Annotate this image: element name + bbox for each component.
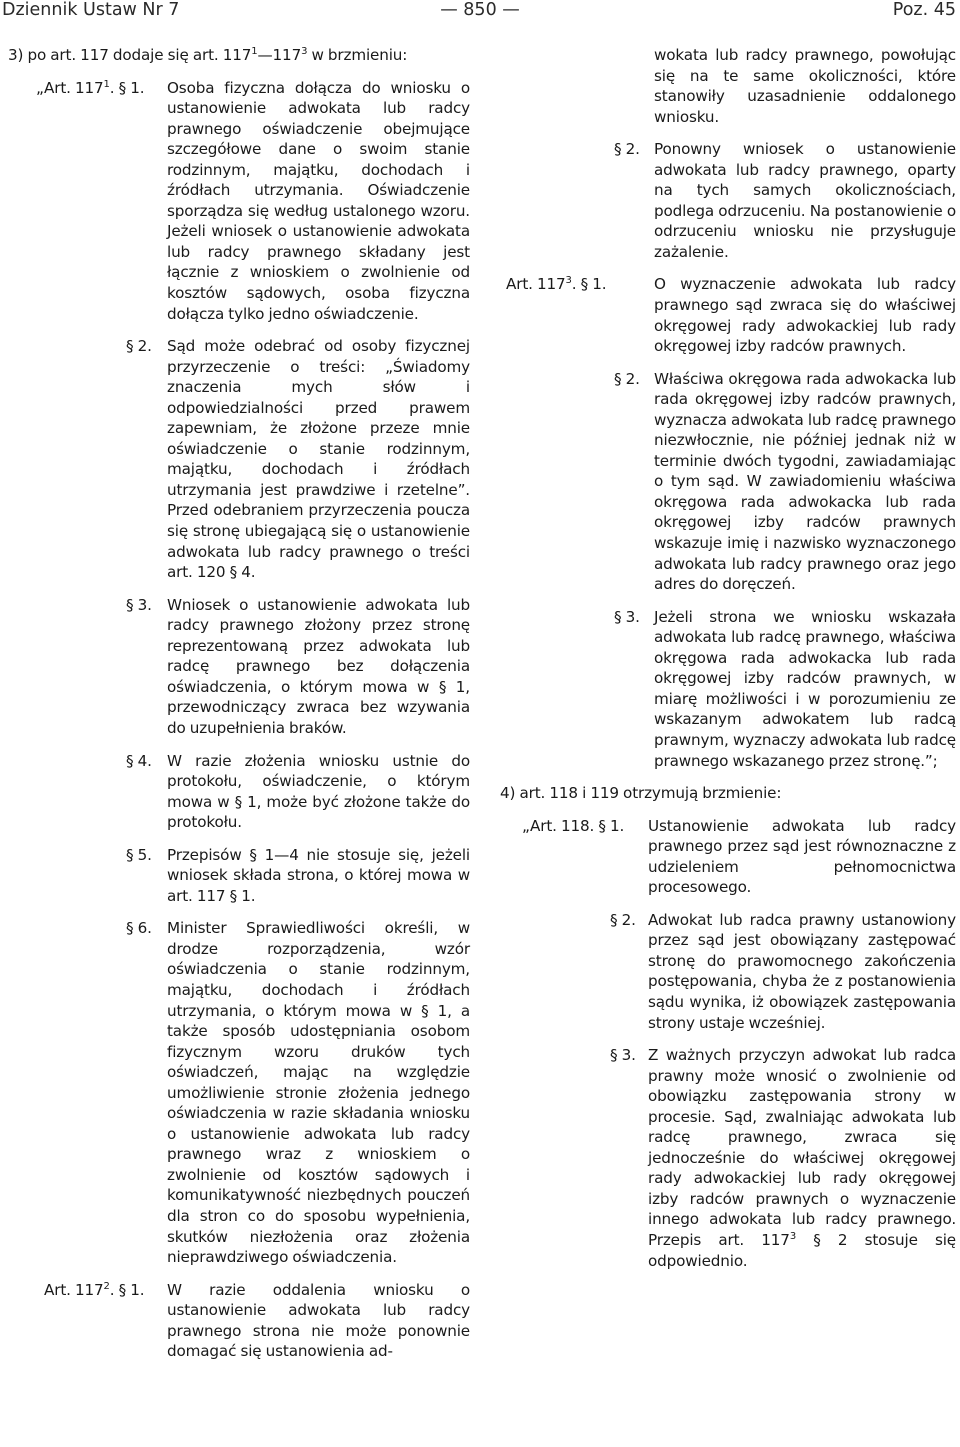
paragraph-label: § 2. — [126, 337, 152, 356]
paragraph-text: Ustanowienie adwokata lub radcy prawnego przez sąd jest równoznaczne z udzieleniem pełnomocnictwa procesowego. — [648, 816, 956, 897]
art-117-2-par-1-continued — [500, 45, 956, 127]
paragraph-label: § 6. — [126, 919, 152, 938]
art-117-1-par-1 — [8, 78, 470, 325]
art-118-par-2 — [500, 910, 956, 1033]
art-117-3-par-2 — [500, 369, 956, 595]
art-117-1-par-5 — [8, 845, 470, 907]
paragraph-text: W razie złożenia wniosku ustnie do protokołu, oświadczenie, o którym mowa w § 1, może być złożone także do protokołu. — [167, 751, 470, 832]
paragraph-label: § 3. — [126, 595, 152, 614]
journal-title: Dziennik Ustaw Nr 7 — [2, 0, 180, 20]
paragraph-text: Minister Sprawiedliwości określi, w drodze rozporządzenia, wzór oświadczenia o stanie rodzinnym, majątku, dochodach i źródłach utrzymania, o którym mowa w § 1, a także sposób udostępniania osobom fizycznym wzoru druków tych oświadczeń, mając na względzie umożliwienie stronie złożenia jednego oświadczenia w razie składania wniosku o ustanowienie adwokata lub radcy prawnego wraz z wnioskiem o zwolnienie od kosztów sądowych i komunikatywność niezbędnych pouczeń dla stron co do sposobu wypełnienia, skutków niezłożenia oraz złożenia nieprawdziwego oświadczenia. — [167, 919, 470, 1267]
point-3-intro: 3) po art. 117 dodaje się art. $117^1—117^3$ w brzmieniu: — [8, 45, 408, 64]
art-117-1-par-4 — [8, 751, 470, 833]
art-117-1-par-6 — [8, 918, 470, 1267]
page-number: — 850 — — [440, 0, 520, 20]
art-117-3-par-1 — [500, 274, 956, 356]
paragraph-label: § 2. — [614, 140, 640, 159]
paragraph-text: Właściwa okręgowa rada adwokacka lub rada okręgowej izby radców prawnych, wyznacza adwokata lub radcę prawnego niezwłocznie, nie później jednak niż w terminie dwóch tygodni, zawiadamiając o tym sąd. W zawiadomieniu właściwa okręgowa rada adwokacka lub rada okręgowej izby radców prawnych wskazuje imię i nazwisko wyznaczonego adwokata lub radcy prawnego oraz jego adres do doręczeń. — [654, 369, 956, 594]
paragraph-label: § 5. — [126, 845, 152, 864]
paragraph-label: § 2. — [610, 910, 636, 929]
point-4-intro — [500, 783, 956, 804]
paragraph-text: W razie oddalenia wniosku o ustanowienie adwokata lub radcy prawnego strona nie może ponownie domagać się ustanowienia ad- — [167, 1280, 470, 1361]
paragraph-text: 4) art. 118 i 119 otrzymują brzmienie: — [500, 784, 782, 803]
paragraph-text: Osoba fizyczna dołącza do wniosku o ustanowienie adwokata lub radcy prawnego oświadczenie obejmujące szczegółowe dane o swoim stanie rodzinnym, majątku, dochodach i źródłach utrzymania. Oświadczenie sporządza się według ustalonego wzoru. Jeżeli wniosek o ustanowienie adwokata lub radcy prawnego składany jest łącznie z wnioskiem o zwolnienie od kosztów sądowych, osoba fizyczna dołącza tylko jedno oświadczenie. — [167, 78, 470, 323]
art-117-2-par-1 — [8, 1280, 470, 1362]
page-header — [0, 0, 960, 26]
art-117-3-par-3 — [500, 607, 956, 771]
paragraph-label: § 3. — [610, 1046, 636, 1065]
paragraph-text: O wyznaczenie adwokata lub radcy prawnego sąd zwraca się do właściwej okręgowej rady adwokackiej lub rady okręgowej izby radców prawnych. — [654, 275, 956, 356]
paragraph-text: wokata lub radcy prawnego, powołując się na te same okoliczności, które stanowiły uzasadnienie oddalonego wniosku. — [654, 46, 956, 126]
art-117-1-par-3 — [8, 595, 470, 739]
art-117-3-label: Art. $117^3$. § 1. — [506, 275, 607, 294]
paragraph-text: Adwokat lub radca prawny ustanowiony przez sąd jest obowiązany zastępować stronę do prawomocnego zakończenia postępowania, chyba że z postanowienia sądu wynika, iż obowiązek zastępowania strony ustaje wcześniej. — [648, 910, 956, 1032]
paragraph-text: Z ważnych przyczyn adwokat lub radca prawny może wnosić o zwolnienie od obowiązku zastępowania strony w procesie. Sąd, zwalniając adwokata lub radcę prawnego, zwraca się jednocześnie do właściwej okręgowej rady adwokackiej lub rady okręgowej izby radców prawnych o wyznaczenie innego adwokata lub radcy prawnego. Przepis art. $117^3$ § 2 stosuje się odpowiednio. — [648, 1046, 956, 1270]
paragraph-label: § 3. — [614, 607, 640, 626]
paragraph-text: Ponowny wniosek o ustanowienie adwokata lub radcy prawnego, oparty na tych samych okolicznościach, podlega odrzuceniu. Na postanowienie o odrzuceniu wniosku nie przysługuje zażalenie. — [654, 140, 956, 261]
art-117-1-par-2 — [8, 336, 470, 583]
paragraph-text: Przepisów § 1—4 nie stosuje się, jeżeli wniosek składa strona, o której mowa w art. 117 § 1. — [167, 845, 470, 905]
position-number: Poz. 45 — [892, 0, 956, 20]
left-column — [8, 45, 470, 1374]
right-column — [500, 45, 956, 1283]
paragraph-label: § 2. — [614, 369, 640, 388]
art-118-par-1 — [500, 816, 956, 898]
art-118-label: „Art. 118. § 1. — [522, 816, 625, 835]
paragraph-label: § 4. — [126, 751, 152, 770]
paragraph-text: Jeżeli strona we wniosku wskazała adwokata lub radcę prawnego, właściwa okręgowa rada adwokacka lub rada okręgowej izby radców prawnych, w miarę możliwości i w porozumieniu ze wskazanym adwokatem lub radcą prawnym, wyznaczy adwokata lub radcę prawnego wskazanego przez stronę.”; — [654, 607, 956, 770]
paragraph-text: Wniosek o ustanowienie adwokata lub radcy prawnego złożony przez stronę reprezentowaną przez adwokata lub radcę prawnego bez dołączenia oświadczenia, o którym mowa w § 1, przewodniczący zwraca bez wzywania do uzupełnienia braków. — [167, 595, 470, 737]
paragraph-text: Sąd może odebrać od osoby fizycznej przyrzeczenie o treści: „Świadomy znaczenia mych słów i odpowiedzialności przed prawem zapewniam, że złożone przeze mnie oświadczenie o stanie rodzinnym, majątku, dochodach i źródłach utrzymania jest prawdziwe i rzetelne”. Przed odebraniem przyrzeczenia poucza się stronę ubiegającą się o ustanowienie adwokata lub radcy prawnego o treści art. 120 § 4. — [167, 337, 470, 582]
art-118-par-3 — [500, 1045, 956, 1271]
art-117-2-label: Art. $117^2$. § 1. — [44, 1280, 145, 1299]
art-117-1-label: „Art. $117^1$. § 1. — [36, 78, 145, 97]
art-117-2-par-2 — [500, 139, 956, 262]
